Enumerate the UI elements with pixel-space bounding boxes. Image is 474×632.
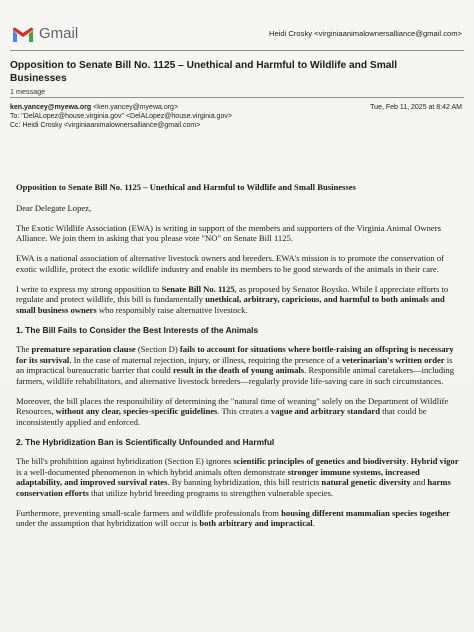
app-name: Gmail — [39, 25, 79, 42]
gmail-header — [10, 24, 464, 46]
paragraph-weaning: Moreover, the bill places the responsibility of determining the "natural time of weaning" solely on the Department of Wildlife Resources, without any clear, species-specific guidelines. This creates a vague and arbitrary standard that could be inconsistently applied and enforced. — [16, 395, 449, 427]
paragraph-opposition: I write to express my strong opposition to Senate Bill No. 1125, as proposed by Senator Boysko. While I appreciate efforts to regulate and protect wildlife, this bill is fundamentally unethical, arbitrary, capricious, and harmful to both animals and small business owners who responsibly raise alternative livestock. — [16, 283, 449, 315]
email-date: Tue, Feb 11, 2025 at 8:42 AM — [370, 104, 462, 111]
email-body — [16, 182, 462, 538]
recipient-line: To: "DelALopez@house.virginia.gov" <DelALopez@house.virginia.gov> — [10, 113, 232, 121]
gmail-logo-icon — [12, 27, 34, 43]
paragraph-ewa-mission: EWA is a national association of alternative livestock owners and breeders. EWA's mission is to promote the conservation of exotic wildlife, protect the exotic wildlife industry and enable its members to be good stewards of the animals in their care. — [16, 253, 445, 274]
subject-divider — [10, 97, 464, 98]
paragraph-separation-clause: The premature separation clause (Section D) fails to account for situations where bottle-raising an offspring is necessary for its survival. In the case of maternal rejection, injury, or illness, requiring the presence of a veterinarian's written order is an impractical bureaucratic barrier that could result in the death of young animals. Responsible animal caretakers—including farmers, wildlife rehabilitators, and alternative livestock breeders—regularly provide life-saving care in such circumstances. — [16, 344, 455, 386]
email-subject: Opposition to Senate Bill No. 1125 – Unethical and Harmful to Wildlife and Small Businesses — [10, 60, 398, 84]
paragraph-hybridization: The bill's prohibition against hybridization (Section E) ignores scientific principles of genetics and biodiversity. Hybrid vigor is a well-documented phenomenon in which hybrid animals often demonstrate stronger immune systems, increased adaptability, and improved survival rates. By banning hybridization, this bill restricts natural genetic diversity and harms conservation efforts that utilize hybrid breeding programs to strengthen vulnerable species. — [16, 456, 459, 498]
paragraph-housing: Furthermore, preventing small-scale farmers and wildlife professionals from housing different mammalian species together under the assumption that hybridization will occur is both arbitrary and impractical. — [16, 507, 450, 528]
sender-name: ken.yancey@myewa.org — [10, 104, 92, 111]
section-heading-2: 2. The Hybridization Ban is Scientifically Unfounded and Harmful — [16, 436, 275, 447]
email-meta — [10, 103, 464, 131]
section-heading-1: 1. The Bill Fails to Consider the Best Interests of the Animals — [16, 324, 259, 335]
header-divider — [10, 50, 464, 51]
paragraph-ewa-support: The Exotic Wildlife Association (EWA) is writing in support of the members and supporters of the Virginia Animal Owners Alliance. We join them in asking that you please vote "NO" on Senate Bill 1125. — [16, 222, 441, 243]
sender-address: <ken.yancey@myewa.org> — [93, 104, 179, 111]
letter-greeting: Dear Delegate Lopez, — [16, 202, 92, 213]
cc-line: Cc: Heidi Crosky <virginiaanimalownersalliance@gmail.com> — [10, 122, 201, 130]
message-count: 1 message — [10, 87, 46, 96]
account-label: Heidi Crosky <virginiaanimalownersalliance@gmail.com> — [269, 29, 462, 38]
letter-title: Opposition to Senate Bill No. 1125 – Unethical and Harmful to Wildlife and Small Businesses — [16, 182, 356, 192]
